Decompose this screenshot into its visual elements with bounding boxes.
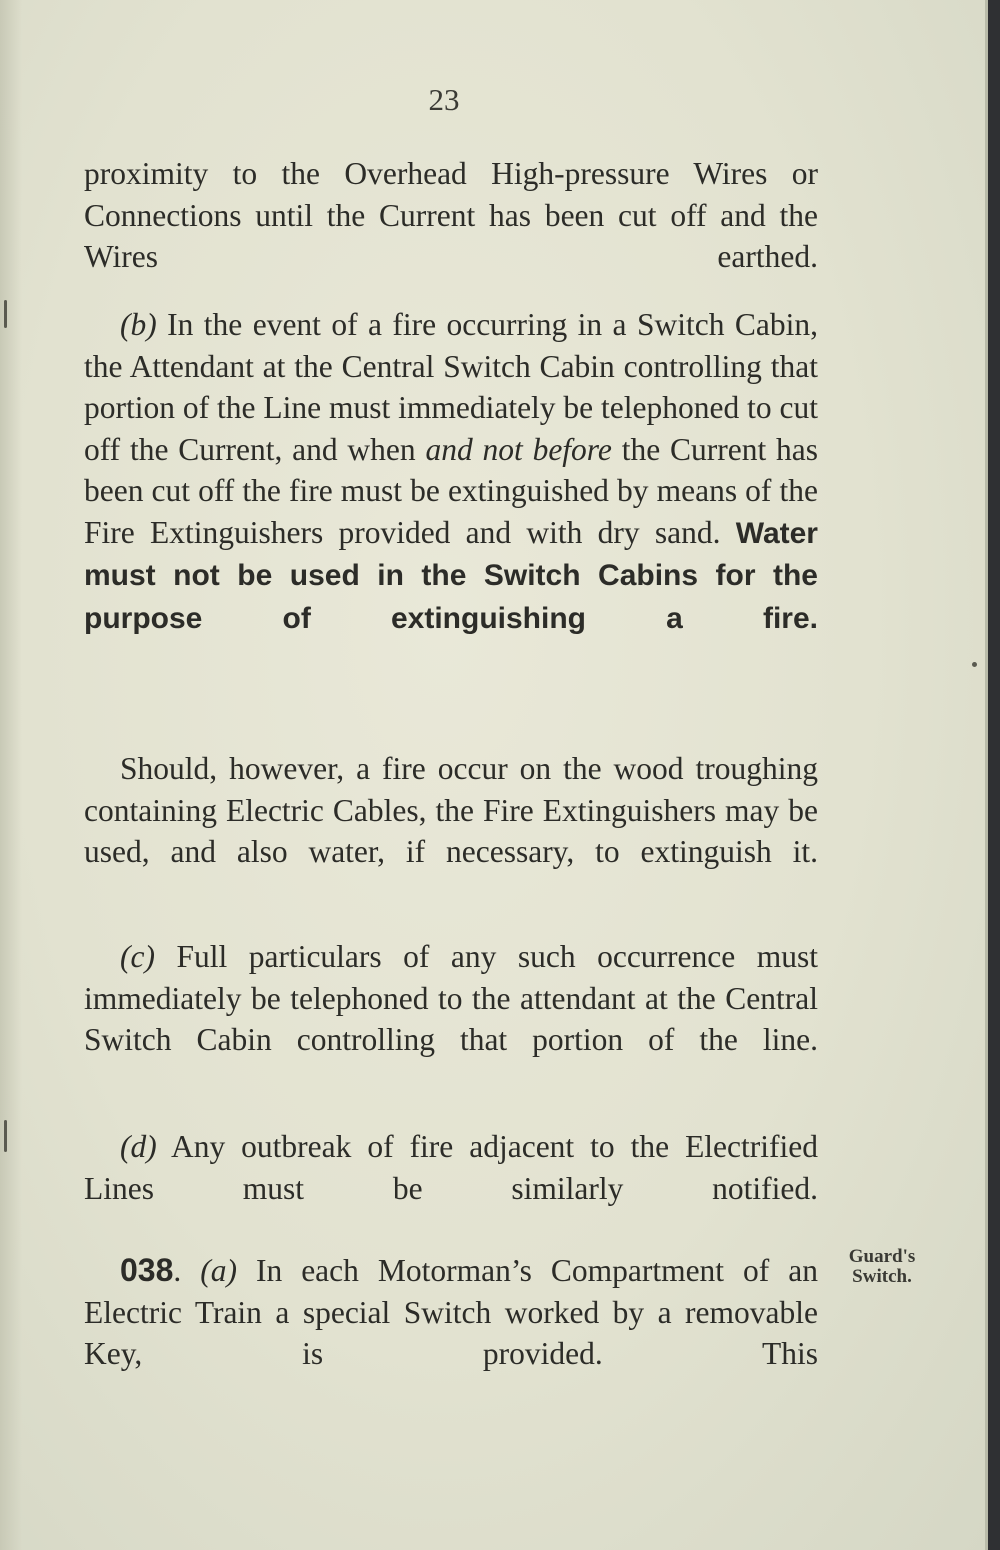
margin-note-line: Guard's <box>848 1246 916 1267</box>
clause-label-a: (a) <box>200 1253 237 1288</box>
paragraph-c <box>84 936 818 1102</box>
binding-mark <box>4 300 7 328</box>
section-dot: . <box>173 1253 201 1288</box>
margin-note-line: Switch. <box>852 1266 912 1287</box>
paragraph-continuation <box>84 153 818 319</box>
clause-label-c: (c) <box>120 939 155 974</box>
paragraph-text: Any outbreak of fire adjacent to the Electrified Lines must be similarly notified. <box>84 1129 818 1206</box>
paragraph-038 <box>84 1250 818 1416</box>
section-number: 038 <box>120 1252 174 1288</box>
paragraph-text: the Current has been cut off the fire must be extinguished by means of the Fire Extinguishers provided and with dry sand. <box>84 431 818 550</box>
paragraph-b <box>84 304 818 681</box>
paragraph-text: Should, however, a fire occur on the wood troughing containing Electric Cables, the Fire Extinguishers may be used, and also water, if necessary, to extinguish it. <box>84 751 818 869</box>
clause-label-d: (d) <box>120 1129 157 1164</box>
emphasis-text: and not before <box>425 431 612 467</box>
paragraph-text: In the event of a fire occurring in a Switch Cabin, the Attendant at the Central Switch Cabin controlling that portion of the Line must immediately be telephoned to cut off the Current, and when <box>84 307 818 467</box>
clause-label-b: (b) <box>120 307 157 342</box>
warning-text: Water must not be used in the Switch Cabins for the purpose of extinguishing a fire. <box>84 516 818 635</box>
page-number: 23 <box>428 82 460 117</box>
paragraph-text: proximity to the Overhead High-pressure Wires or Connections until the Current has been cut off and the Wires earthed. <box>84 156 818 274</box>
paragraph-text: In each Motorman’s Compartment of an Electric Train a special Switch worked by a removable Key, is provided. This <box>84 1253 818 1371</box>
binding-mark <box>4 1120 7 1152</box>
paragraph-d <box>84 1126 818 1251</box>
paragraph-text: Full particulars of any such occurrence must immediately be telephoned to the attendant at the Central Switch Cabin controlling that portion of the line. <box>84 939 818 1057</box>
paragraph-should <box>84 748 818 914</box>
ink-speck <box>972 662 977 667</box>
margin-note <box>834 1247 930 1287</box>
